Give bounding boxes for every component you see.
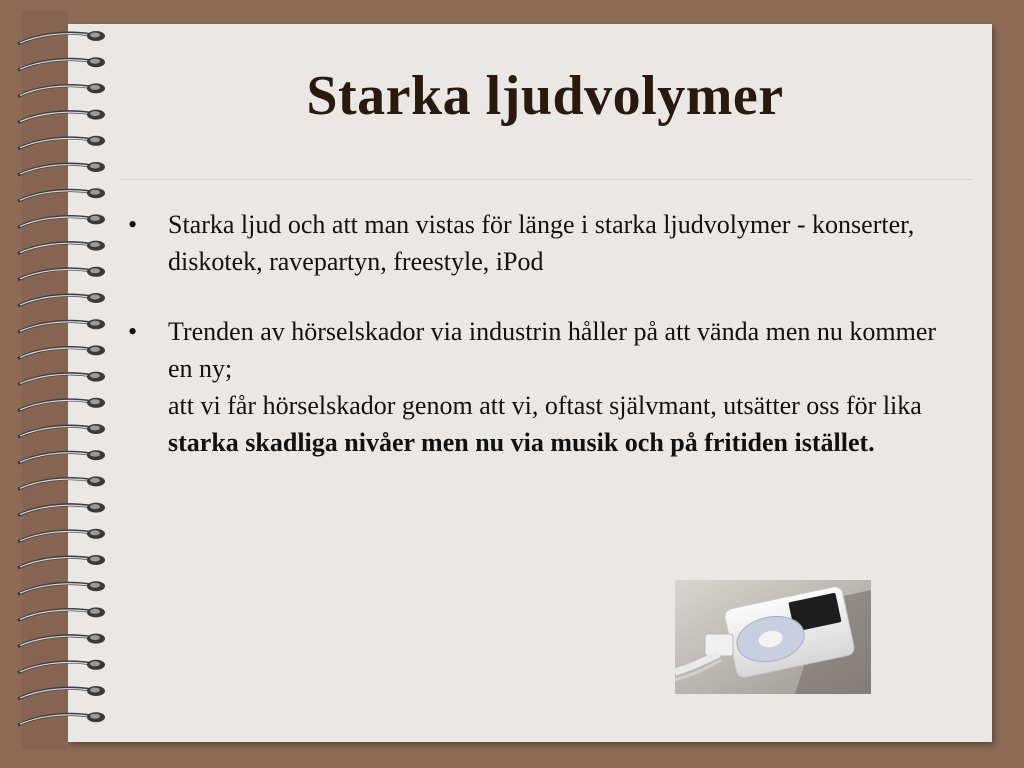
bullet-text — [168, 313, 948, 461]
ipod-icon — [675, 580, 871, 694]
bullet-bold-text: starka skadliga nivåer men nu via musik och på fritiden istället. — [168, 428, 875, 457]
bullet-marker: • — [128, 317, 138, 346]
slide-content — [128, 206, 948, 494]
bullet-item — [128, 206, 948, 280]
bullet-item — [128, 313, 948, 461]
title-divider — [120, 179, 972, 180]
spiral-binding-icon — [0, 0, 130, 768]
bullet-marker: • — [128, 210, 138, 239]
bullet-line: Trenden av hörselskador via industrin håller på att vända men nu kommer en ny; — [168, 317, 937, 383]
bullet-normal-text: att vi får hörselskador genom att vi, oftast självmant, utsätter oss för lika — [168, 391, 922, 420]
slide-title: Starka ljudvolymer — [306, 65, 784, 127]
ipod-photo — [675, 580, 871, 694]
bullet-text: Starka ljud och att man vistas för länge i starka ljudvolymer - konserter, diskotek, ravepartyn, freestyle, iPod — [168, 210, 915, 276]
bullet-line — [168, 387, 948, 461]
